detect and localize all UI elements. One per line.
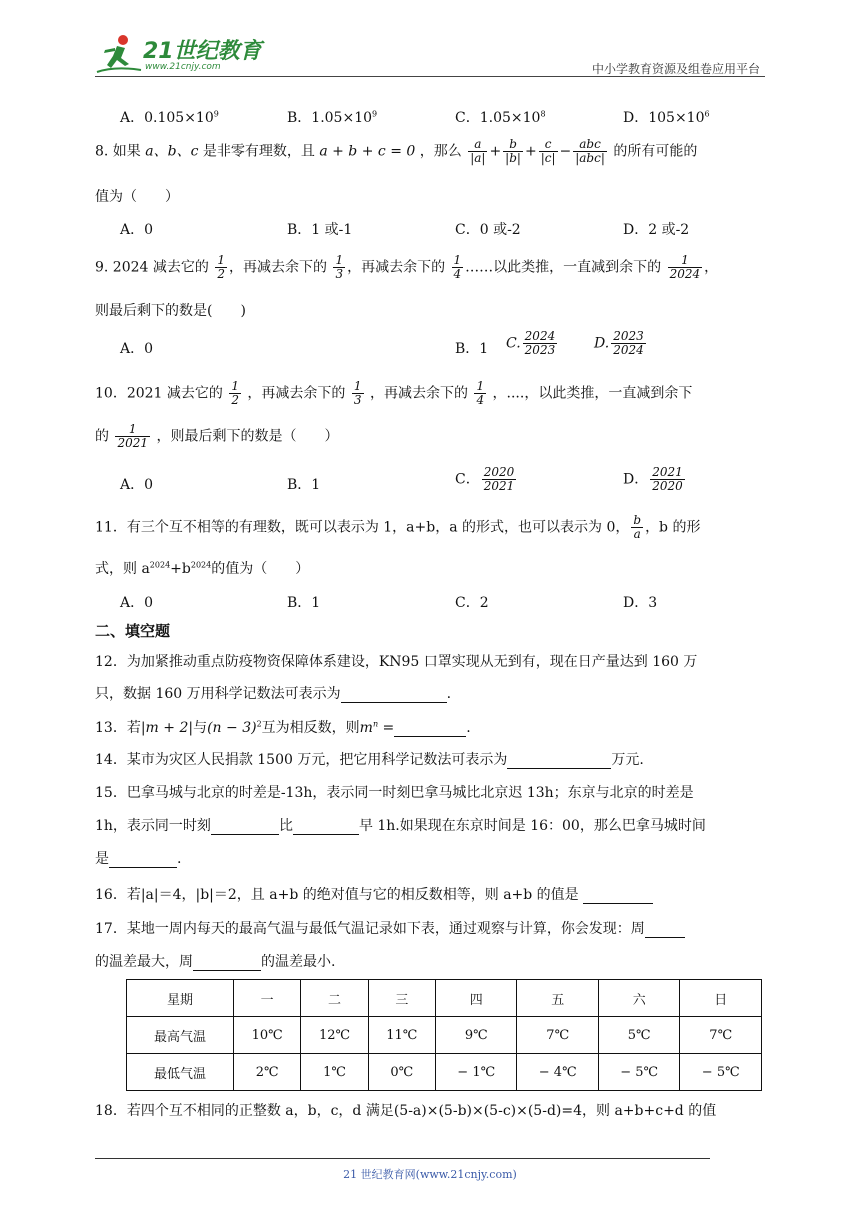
q12-line2: 只，数据 160 万用科学记数法可表示为 .: [95, 686, 452, 702]
q11-option-d: D．3: [623, 595, 658, 611]
answer-blank: [193, 956, 261, 971]
platform-name: 中小学教育资源及组卷应用平台: [591, 62, 760, 76]
temperature-table: [126, 979, 762, 1091]
table-cell: 四: [435, 980, 516, 1017]
table-cell: 一: [234, 980, 301, 1017]
q7-option-c: C．$1.05\times 10^8$: [455, 109, 546, 126]
table-cell: 5℃: [598, 1017, 679, 1054]
q13-line: 13．若|m + 2|与$(n - 3)^2$互为相反数，则$m^n$ = .: [95, 719, 471, 736]
q18-line: 18．若四个互不相同的正整数 a，b，c，d 满足(5-a)×(5-b)×(5-c)×(5-d)=4，则 a+b+c+d 的值: [95, 1103, 717, 1119]
table-cell: 10℃: [234, 1017, 301, 1054]
q15-line1: 15．巴拿马城与北京的时差是-13h，表示同一时刻巴拿马城比北京迟 13h；东京与北京的时差是: [95, 785, 694, 801]
table-cell: 7℃: [517, 1017, 598, 1054]
table-cell: 五: [517, 980, 598, 1017]
q8-line2: 值为（ ）: [95, 189, 179, 205]
table-cell: 9℃: [435, 1017, 516, 1054]
table-cell: 1℃: [301, 1054, 368, 1091]
logo-text: 21世纪教育: [143, 39, 262, 64]
answer-blank: [645, 923, 685, 938]
answer-blank: [109, 853, 177, 868]
q11-option-b: B．1: [287, 595, 321, 611]
q10-line2: 的 $\frac{1}{2021}$ ，则最后剩下的数是（ ）: [95, 422, 339, 450]
table-row: [127, 1017, 762, 1054]
q8-option-d: D．2 或-2: [623, 222, 690, 238]
q11-line2: 式，则 $a^{2024}+b^{2024}$的值为（ ）: [95, 560, 310, 577]
footer-text: 21 世纪教育网(www.21cnjy.com): [343, 1168, 517, 1181]
q8-line1: 8. 如果 a、b、c 是非零有理数，且 a + b + c = 0 ，那么 $\frac{a}{|a|}$ + $\frac{b}{|b|}$ + $\frac{c}{|c|}$ − $\frac{\text{abc}}{\text{|abc|}}$ 的所有可能的: [95, 137, 698, 165]
table-cell: 7℃: [680, 1017, 762, 1054]
q11-line1: 11．有三个互不相等的有理数，既可以表示为 1，a+b，a 的形式，也可以表示为 0， $\frac{b}{a}$ ，b 的形: [95, 513, 701, 541]
q14-line: 14．某市为灾区人民捐款 1500 万元，把它用科学记数法可表示为 万元.: [95, 752, 644, 768]
answer-blank: [394, 722, 466, 737]
table-cell: − 4℃: [517, 1054, 598, 1091]
q9-option-d: D. $\frac{2023}{2024}$: [594, 329, 644, 357]
answer-blank: [341, 688, 447, 703]
q8-option-b: B．1 或-1: [287, 222, 353, 238]
q15-line3: 是 .: [95, 851, 182, 867]
table-cell: 最低气温: [127, 1054, 234, 1091]
table-cell: − 5℃: [680, 1054, 762, 1091]
logo-url: www.21cnjy.com: [145, 62, 221, 72]
header-divider: [95, 76, 765, 77]
q11-option-a: A．0: [120, 595, 154, 611]
q7-option-d: D．$105\times 10^6$: [623, 109, 710, 126]
table-cell: 12℃: [301, 1017, 368, 1054]
q17-line1: 17．某地一周内每天的最高气温与最低气温记录如下表，通过观察与计算，你会发现：周: [95, 918, 775, 938]
runner-logo-icon: [95, 32, 143, 76]
table-cell: 11℃: [368, 1017, 435, 1054]
q17-line2: 的温差最大，周 的温差最小.: [95, 954, 336, 970]
table-cell: 三: [368, 980, 435, 1017]
answer-blank: [293, 820, 359, 835]
fraction: $\frac{a}{|a|}$: [470, 137, 486, 165]
q9-option-b: B．1: [455, 341, 489, 357]
fraction: $\frac{b}{|b|}$: [505, 137, 521, 165]
table-cell: 星期: [127, 980, 234, 1017]
q9-option-a: A．0: [120, 341, 154, 357]
section-title: 二、填空题: [95, 622, 171, 640]
q10-option-d: D． $\frac{2021}{2020}$: [623, 465, 683, 493]
answer-blank: [507, 754, 611, 769]
q7-option-b: B．$1.05\times 10^9$: [287, 109, 378, 126]
q16-line: 16．若|a|＝4，|b|＝2，且 a+b 的绝对值与它的相反数相等，则 a+b 的值是: [95, 884, 775, 904]
table-cell: 二: [301, 980, 368, 1017]
q10-option-b: B．1: [287, 477, 321, 493]
q10-option-a: A．0: [120, 477, 154, 493]
fraction: $\frac{\text{abc}}{\text{|abc|}}$: [575, 137, 605, 165]
q15-line2: 1h，表示同一时刻 比 早 1h.如果现在东京时间是 16：00，那么巴拿马城时间: [95, 818, 706, 834]
table-cell: 六: [598, 980, 679, 1017]
table-cell: − 5℃: [598, 1054, 679, 1091]
table-row: [127, 1054, 762, 1091]
q9-line2: 则最后剩下的数是( ): [95, 303, 246, 319]
page-header: [95, 30, 765, 80]
q10-option-c: C． $\frac{2020}{2021}$: [455, 465, 515, 493]
table-cell: − 1℃: [435, 1054, 516, 1091]
logo: [95, 32, 265, 78]
q10-line1: 10．2021 减去它的 $\frac{1}{2}$ ，再减去余下的 $\frac{1}{3}$ ，再减去余下的 $\frac{1}{4}$ ，....，以此类推，一直减到余下: [95, 379, 693, 407]
answer-blank: [583, 889, 653, 904]
table-cell: 日: [680, 980, 762, 1017]
footer-divider: [95, 1158, 710, 1159]
q9-option-c: C. $\frac{2024}{2023}$: [506, 329, 556, 357]
q11-option-c: C．2: [455, 595, 489, 611]
table-cell: 0℃: [368, 1054, 435, 1091]
q7-option-a: A．$0.105\times 10^9$: [120, 109, 219, 126]
q8-option-c: C．0 或-2: [455, 222, 521, 238]
q8-option-a: A．0: [120, 222, 154, 238]
answer-blank: [211, 820, 279, 835]
table-cell: 2℃: [234, 1054, 301, 1091]
table-cell: 最高气温: [127, 1017, 234, 1054]
q9-line1: 9. 2024 减去它的 $\frac{1}{2}$ ，再减去余下的 $\frac{1}{3}$ ，再减去余下的 $\frac{1}{4}$ ……以此类推，一直减到余下的 $\frac{1}{2024}$ ，: [95, 253, 719, 281]
fraction: $\frac{c}{|c|}$: [540, 137, 556, 165]
q12-line1: 12．为加紧推动重点防疫物资保障体系建设，KN95 口罩实现从无到有，现在日产量达到 160 万: [95, 654, 698, 670]
table-row: [127, 980, 762, 1017]
